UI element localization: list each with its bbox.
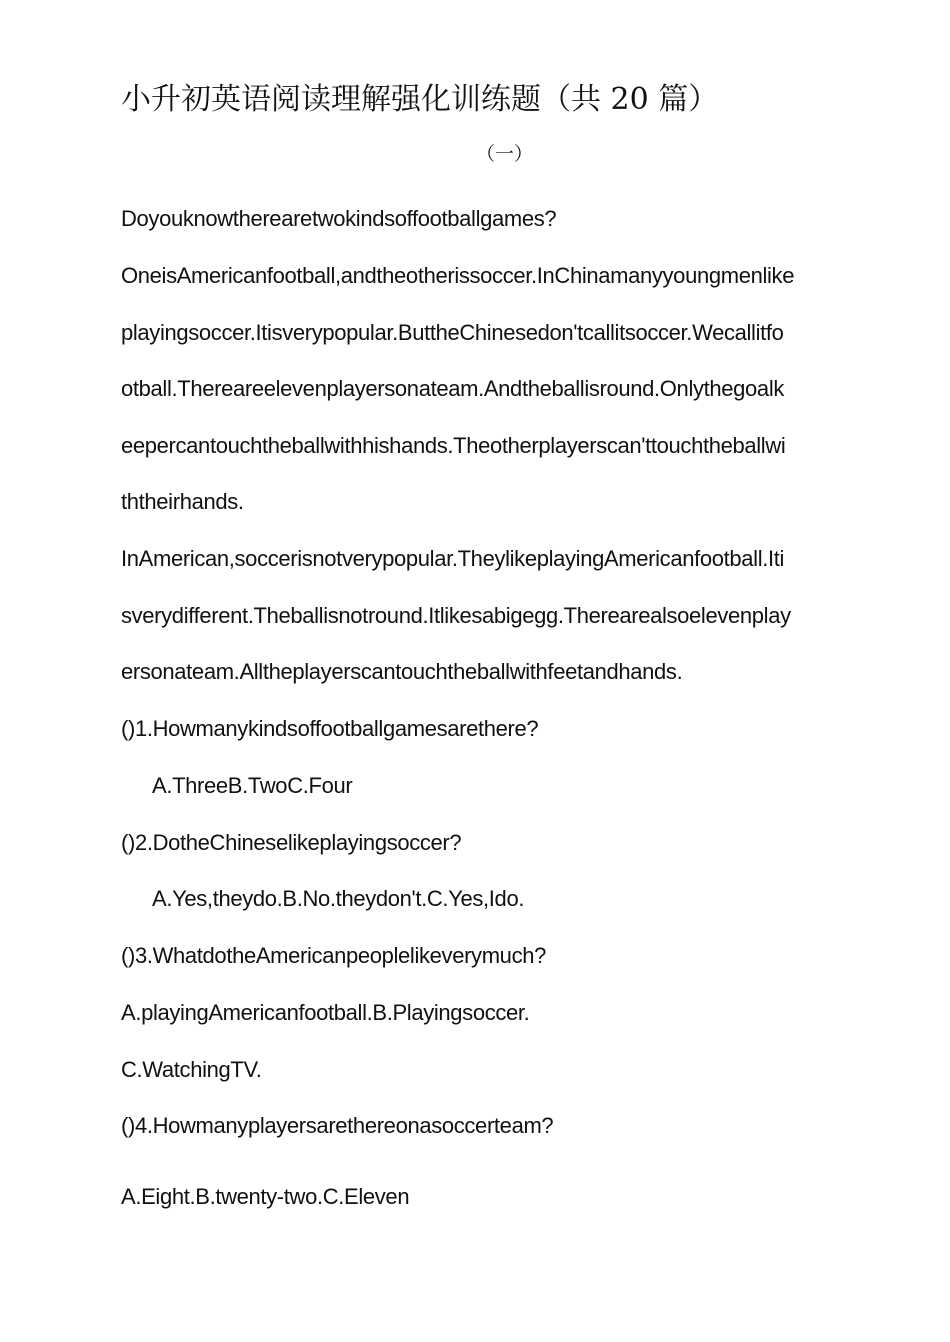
passage-line: ersonateam.Alltheplayerscantouchtheballwithfeetandhands. [121, 659, 683, 684]
passage-line: OneisAmericanfootball,andtheotherissoccer.InChinamanyyoungmenlike [121, 263, 795, 288]
passage-line: eepercantouchtheballwithhishands.Theotherplayerscan'ttouchtheballwi [121, 433, 786, 458]
question-1: ()1.Howmanykindsoffootballgamesarethere? [121, 716, 539, 741]
passage-line: sverydifferent.Theballisnotround.Itlikesabigegg.Therearealsoelevenplay [121, 603, 791, 628]
passage-line: playingsoccer.Itisverypopular.ButtheChinesedon'tcallitsoccer.Wecallitfo [121, 320, 784, 345]
section-number: （一） [476, 143, 534, 165]
question-3-options: A.playingAmericanfootball.B.Playingsoccer. [121, 1000, 530, 1025]
passage-line: InAmerican,soccerisnotverypopular.TheylikeplayingAmericanfootball.Iti [121, 546, 785, 571]
passage-line: otball.Thereareelevenplayersonateam.Andtheballisround.Onlythegoalk [121, 376, 785, 401]
question-4-options: A.Eight.B.twenty-two.C.Eleven [121, 1184, 410, 1209]
question-2: ()2.DotheChineselikeplayingsoccer? [121, 830, 462, 855]
passage-line: Doyouknowtherearetwokindsoffootballgames? [121, 206, 557, 231]
question-3: ()3.WhatdotheAmericanpeoplelikeverymuch? [121, 943, 546, 968]
question-3-options: C.WatchingTV. [121, 1057, 262, 1082]
document-title: 小升初英语阅读理解强化训练题（共 20 篇） [121, 82, 719, 117]
question-4: ()4.Howmanyplayersarethereonasoccerteam? [121, 1113, 554, 1138]
question-2-options: A.Yes,theydo.B.No.theydon't.C.Yes,Ido. [152, 886, 525, 911]
passage-line: ththeirhands. [121, 489, 244, 514]
question-1-options: A.ThreeB.TwoC.Four [152, 773, 353, 798]
